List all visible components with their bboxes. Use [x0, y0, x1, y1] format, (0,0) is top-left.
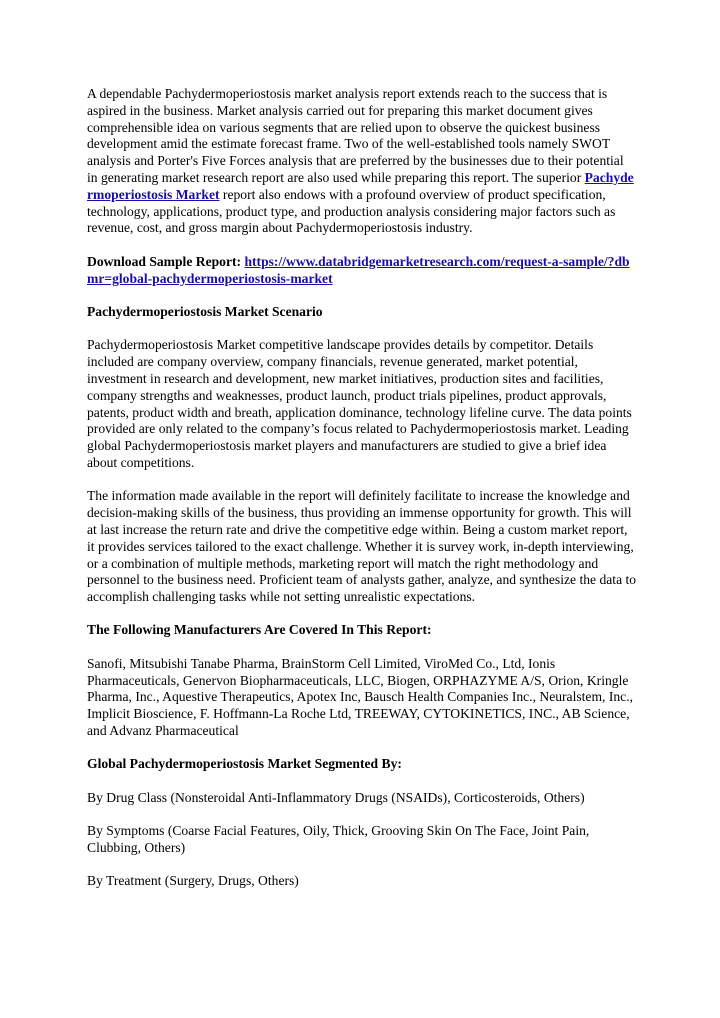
- market-report-link[interactable]: Pachydermoperiostosis Market: [87, 169, 634, 202]
- intro-text-after: report also endows with a profound overview of product specification, technology, applications, product type, and production analysis considering major factors such as revenue, cost, and gross margin about Pachydermoperiostosis industry.: [87, 186, 616, 236]
- scenario-heading: Pachydermoperiostosis Market Scenario: [87, 303, 323, 319]
- segment-symptoms: By Symptoms (Coarse Facial Features, Oily, Thick, Grooving Skin On The Face, Joint Pain, Clubbing, Others): [87, 823, 590, 856]
- manufacturers-list: Sanofi, Mitsubishi Tanabe Pharma, BrainStorm Cell Limited, ViroMed Co., Ltd, Ionis Pharmaceuticals, Genervon Biopharmaceuticals, LLC, Biogen, ORPHAZYME A/S, Orion, Kringle Pharma, Inc., Aquestive Therapeutics, Apotex Inc, Bausch Health Companies Inc., Neuralstem, Inc., Implicit Bioscience, F. Hoffmann-La Roche Ltd, TREEWAY, CYTOKINETICS, INC., AB Science, and Advanz Pharmaceutical: [87, 655, 633, 739]
- manufacturers-heading: The Following Manufacturers Are Covered In This Report:: [87, 622, 432, 638]
- segments-heading: Global Pachydermoperiostosis Market Segmented By:: [87, 756, 402, 772]
- segment-drug-class: By Drug Class (Nonsteroidal Anti-Inflammatory Drugs (NSAIDs), Corticosteroids, Others): [87, 789, 585, 805]
- intro-text-before: A dependable Pachydermoperiostosis market analysis report extends reach to the success that is aspired in the business. Market analysis carried out for preparing this market document gives comprehensible idea on various segments that are relied upon to observe the quickest business development amid the estimate forecast frame. Two of the well-established tools namely SWOT analysis and Porter's Five Forces analysis that are preferred by the businesses due to their potential in generating market research report are also used while preparing this report. The superior: [87, 86, 624, 185]
- scenario-paragraph-1: Pachydermoperiostosis Market competitive landscape provides details by competitor. Details included are company overview, company financials, revenue generated, market potential, investment in research and development, new market initiatives, production sites and facilities, company strengths and weaknesses, product launch, product trials pipelines, product approvals, patents, product width and breath, application dominance, technology lifeline curve. The data points provided are only related to the company’s focus related to Pachydermoperiostosis market. Leading global Pachydermoperiostosis market players and manufacturers are studied to give a brief idea about competitions.: [87, 337, 632, 470]
- download-label: Download Sample Report:: [87, 253, 245, 269]
- document-page: [87, 86, 637, 907]
- download-paragraph: [87, 254, 637, 288]
- segment-treatment: By Treatment (Surgery, Drugs, Others): [87, 873, 299, 889]
- intro-paragraph: [87, 86, 637, 237]
- scenario-paragraph-2: The information made available in the report will definitely facilitate to increase the knowledge and decision-making skills of the business, thus providing an immense opportunity for growth. This will at last increase the return rate and drive the competitive edge within. Being a custom market report, it provides services tailored to the exact challenge. Whether it is survey work, in-depth interviewing, or a combination of multiple methods, marketing report will match the right methodology and personnel to the business need. Proficient team of analysts gather, analyze, and synthesize the data to accomplish challenging tasks while not setting unrealistic expectations.: [87, 488, 637, 605]
- download-sample-link[interactable]: https://www.databridgemarketresearch.com/request-a-sample/?dbmr=global-pachydermoperiostosis-market: [87, 253, 630, 286]
